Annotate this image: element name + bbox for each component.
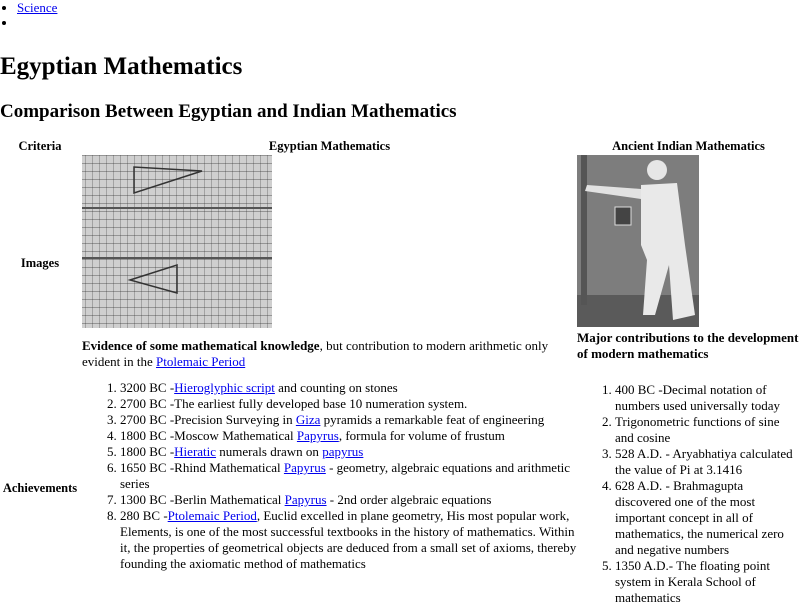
egyptian-achievements-list	[82, 380, 577, 572]
papyrus-link[interactable]: Papyrus	[296, 428, 339, 443]
papyrus-link[interactable]: Papyrus	[284, 492, 327, 507]
egyptian-images-cell	[80, 155, 577, 370]
list-item: 2. Trigonometric functions of sine and cosine	[615, 414, 800, 446]
list-item: 6. 1650 BC -Rhind Mathematical Papyrus - geometry, algebraic equations and arithmetic series	[120, 460, 577, 492]
indian-achievements-list	[577, 382, 800, 606]
ptolemaic-period-link[interactable]: Ptolemaic Period	[167, 508, 257, 523]
list-item: 8. 280 BC -Ptolemaic Period, Euclid excelled in plane geometry, His most popular work, Elements, is one of the most successful textbooks in the history of mathematics. Within it, the properties of geometrical objects are deduced from a small set of axioms, thereby founding the axiomatic method of mathematics	[120, 508, 577, 572]
evidence-text: , but contribution to modern arithmetic only evident in the	[82, 338, 549, 369]
list-item: 4. 1800 BC -Moscow Mathematical Papyrus, formula for volume of frustum	[120, 428, 577, 444]
indian-achievements-cell	[577, 370, 800, 606]
list-item: 7. 1300 BC -Berlin Mathematical Papyrus - 2nd order algebraic equations	[120, 492, 577, 508]
list-item: 3. 528 A.D. - Aryabhatiya calculated the value of Pi at 3.1416	[615, 446, 800, 478]
egyptian-achievements-cell	[80, 370, 577, 606]
header-indian: Ancient Indian Mathematics	[612, 139, 765, 153]
egyptian-papyrus-image	[82, 155, 272, 328]
header-criteria: Criteria	[18, 139, 62, 153]
indian-caption: Major contributions to the development of modern mathematics	[577, 330, 799, 361]
list-item: 5. 1800 BC -Hieratic numerals drawn on papyrus	[120, 444, 577, 460]
page-title: Egyptian Mathematics	[0, 53, 243, 80]
breadcrumb-list	[0, 0, 800, 30]
list-item: 4. 628 A.D. - Brahmagupta discovered one of the most important concept in all of mathematics, the numerical zero and negative numbers	[615, 478, 800, 558]
page-subtitle: Comparison Between Egyptian and Indian Mathematics	[0, 101, 457, 122]
aryabhata-statue-image	[577, 155, 699, 327]
comparison-table	[0, 137, 800, 606]
science-link[interactable]: Science	[17, 0, 58, 15]
images-row	[0, 155, 800, 370]
header-egyptian: Egyptian Mathematics	[268, 139, 391, 153]
statue-icon	[577, 155, 699, 327]
achievements-row	[0, 370, 800, 606]
ptolemaic-period-link[interactable]: Ptolemaic Period	[156, 354, 246, 369]
images-label: Images	[20, 255, 60, 270]
list-item: 1. 3200 BC -Hieroglyphic script and counting on stones	[120, 380, 577, 396]
egyptian-evidence-text	[82, 338, 577, 370]
evidence-bold: Evidence of some mathematical knowledge	[82, 338, 320, 353]
list-item: 5. 1350 A.D.- The floating point system in Kerala School of mathematics	[615, 558, 800, 606]
nav-item-empty	[17, 15, 800, 30]
achievements-label: Achievements	[2, 481, 78, 495]
hieratic-link[interactable]: Hieratic	[174, 444, 217, 459]
papyrus-link[interactable]: papyrus	[322, 444, 364, 459]
indian-images-cell	[577, 155, 800, 370]
list-item: 2. 2700 BC -The earliest fully developed base 10 numeration system.	[120, 396, 577, 412]
table-header-row	[0, 137, 800, 155]
papyrus-link[interactable]: Papyrus	[283, 460, 326, 475]
hieroglyphic-script-link[interactable]: Hieroglyphic script	[174, 380, 275, 395]
list-item: 3. 2700 BC -Precision Surveying in Giza pyramids a remarkable feat of engineering	[120, 412, 577, 428]
papyrus-triangles-icon	[82, 155, 272, 328]
list-item: 1. 400 BC -Decimal notation of numbers used universally today	[615, 382, 800, 414]
nav-item-science	[17, 0, 800, 15]
giza-link[interactable]: Giza	[295, 412, 321, 427]
